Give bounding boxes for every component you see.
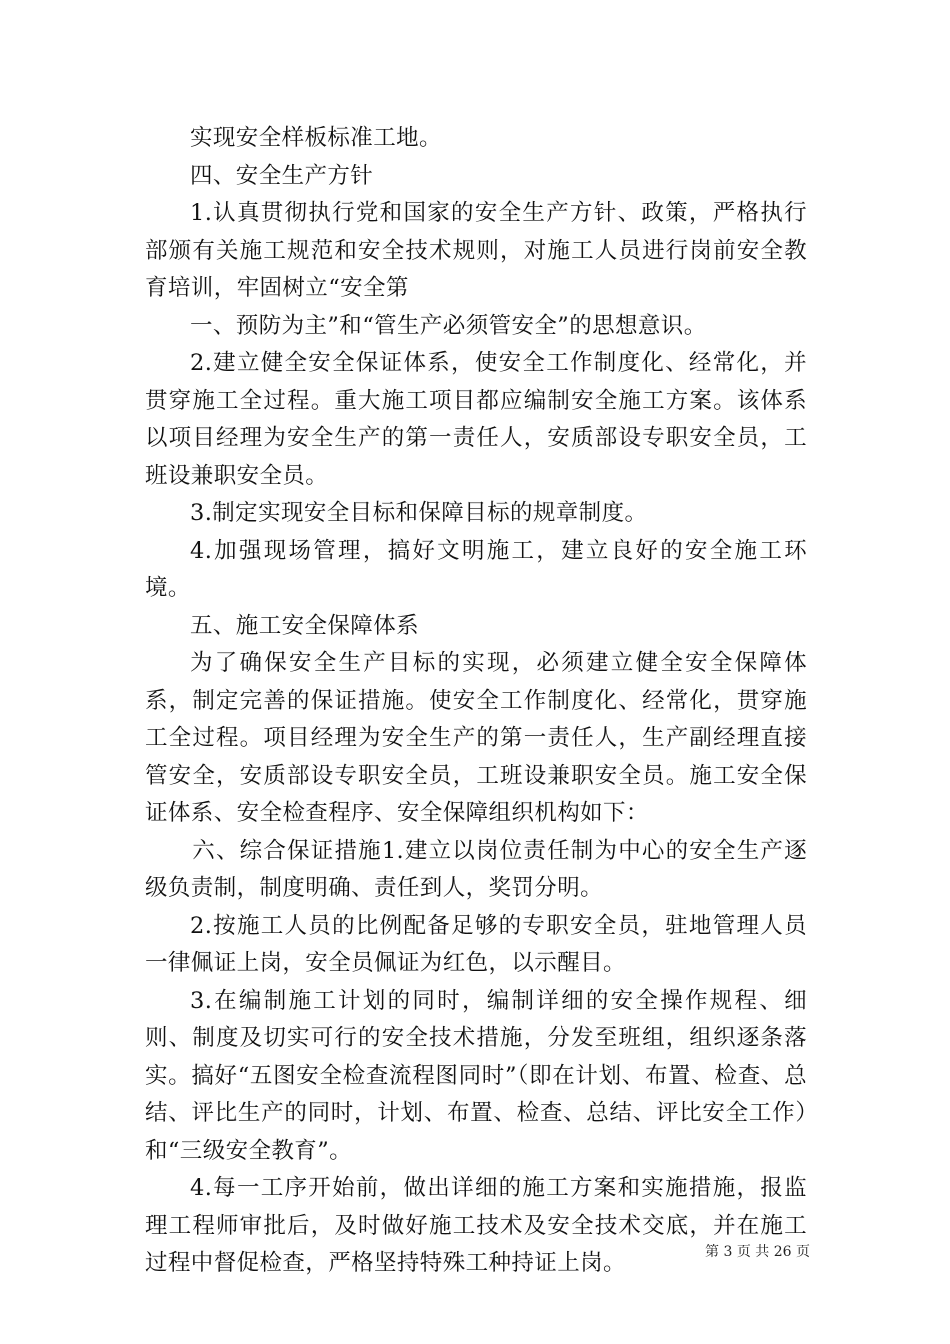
paragraph-policy-3: 3.制定实现安全目标和保障目标的规章制度。 bbox=[190, 500, 648, 526]
paragraph-policy-2: 2.建立健全安全保证体系，使安全工作制度化、经常化，并贯穿施工全过程。重大施工项目都应编制安全施工方案。该体系以项目经理为安全生产的第一责任人，安质部设专职安全员，工班设兼职安全员。 bbox=[145, 350, 807, 489]
section-heading-safety-policy: 四、安全生产方针 bbox=[190, 162, 374, 189]
paragraph-guarantee-system: 为了确保安全生产目标的实现，必须建立健全安全保障体系，制定完善的保证措施。使安全工作制度化、经常化，贯穿施工全过程。项目经理为安全生产的第一责任人，生产副经理直接管安全，安质部设专职安全员，工班设兼职安全员。施工安全保证体系、安全检查程序、安全保障组织机构如下： bbox=[145, 650, 807, 826]
section-heading-safety-guarantee-system: 五、施工安全保障体系 bbox=[190, 612, 420, 639]
document-body bbox=[145, 120, 807, 1283]
paragraph-measure-2: 2.按施工人员的比例配备足够的专职安全员，驻地管理人员一律佩证上岗，安全员佩证为红色，以示醒目。 bbox=[145, 912, 807, 976]
paragraph-policy-1-continued: 一、预防为主”和“管生产必须管安全”的思想意识。 bbox=[190, 312, 707, 339]
paragraph-measure-4: 4.每一工序开始前，做出详细的施工方案和实施措施，报监理工程师审批后，及时做好施工技术及安全技术交底，并在施工过程中督促检查，严格坚持特殊工种持证上岗。 bbox=[145, 1175, 807, 1276]
section-heading-comprehensive-measures: 六、综合保证措施1.建立以岗位责任制为中心的安全生产逐级负责制，制度明确、责任到人，奖罚分明。 bbox=[145, 837, 807, 901]
paragraph-policy-1: 1.认真贯彻执行党和国家的安全生产方针、政策，严格执行部颁有关施工规范和安全技术规则，对施工人员进行岗前安全教育培训，牢固树立“安全第 bbox=[145, 200, 807, 301]
paragraph-measure-3: 3.在编制施工计划的同时，编制详细的安全操作规程、细则、制度及切实可行的安全技术措施，分发至班组，组织逐条落实。搞好“五图安全检查流程图同时”（即在计划、布置、检查、总结、评比生产的同时，计划、布置、检查、总结、评比安全工作）和“三级安全教育”。 bbox=[145, 987, 807, 1164]
paragraph-policy-4: 4.加强现场管理，搞好文明施工，建立良好的安全施工环境。 bbox=[145, 537, 807, 601]
paragraph-intro-line: 实现安全样板标准工地。 bbox=[190, 125, 442, 151]
page-number-footer: 第 3 页 共 26 页 bbox=[705, 1244, 810, 1260]
